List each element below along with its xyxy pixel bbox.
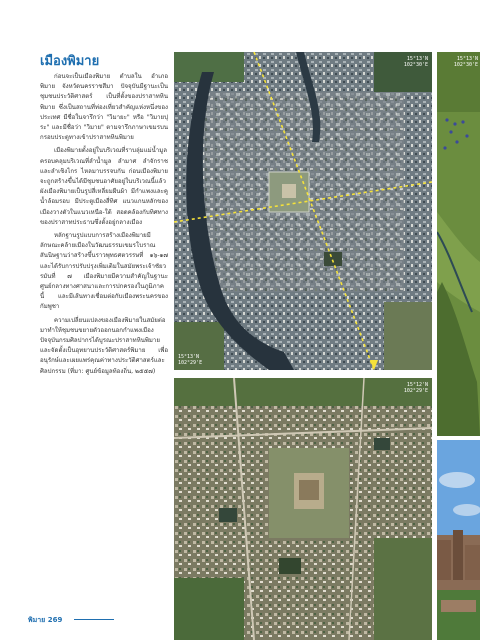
paragraph: ก่อนจะเป็นเมืองพิมาย ตำบลใน อำเภอพิมาย จังหวัดนครราชสีมา ปัจจุบันมีฐานะเป็นชุมชนประวัติศาสตร์ เป็นที่ตั้งของปราสาทหินพิมาย ซึ่งเป็นสถานที่ท่องเที่ยวสำคัญแห่งหนึ่งของประเทศ มีชื่อในจารึกว่า "วิมายะ" หรือ "วิมายปุระ" และมีชื่อว่า "วิมาย" ตามจารึกภาษาเขมรบนกรอบประตูทางเข้าปราสาทหินพิมาย [40, 73, 168, 142]
folio-rule [74, 619, 114, 620]
regional-satellite-strip [437, 52, 480, 436]
paragraph: ความเปลี่ยนแปลงของเมืองพิมายในสมัยต่อมาทำให้ชุมชนขยายตัวออกนอกกำแพงเมือง ปัจจุบันกรมศิลปากรได้บูรณะปราสาทหินพิมายและจัดตั้งเป็นอุทยานประวัติศาสตร์พิมาย เพื่ออนุรักษ์และเผยแพร่คุณค่าทางประวัติศาสตร์และศิลปกรรม (ที่มา: ศูนย์ข้อมูลท้องถิ่น, ๒๕๕๗) [40, 316, 168, 375]
satellite-image-town [174, 52, 432, 370]
temple-ruins-illustration [437, 440, 480, 640]
section-heading: เมืองพิมาย [40, 54, 100, 69]
satellite-image-closeup [174, 378, 432, 640]
body-text-column [40, 72, 168, 380]
page-folio: พิมาย 269 [28, 616, 63, 624]
paragraph: เมืองพิมายตั้งอยู่ในบริเวณที่ราบลุ่มแม่น้ำมูล ครอบคลุมบริเวณที่ลำน้ำมูล ลำมาศ ลำจักราช และลำเชิงไกร ไหลมาบรรจบกัน ก่อนเมืองพิมายจะถูกสร้างขึ้นได้มีชุมชนอาศัยอยู่ในบริเวณนี้แล้ว ผังเมืองพิมายเป็นรูปสี่เหลี่ยมผืนผ้า มีกำแพงและคูน้ำล้อมรอบ มีประตูเมืองสี่ทิศ แนวแกนหลักของเมืองวางตัวในแนวเหนือ-ใต้ สอดคล้องกับทิศทางของปราสาทประธานซึ่งตั้งอยู่กลางเมือง [40, 147, 168, 226]
satellite-closeup-illustration [174, 378, 432, 640]
temple-ruins-photo [437, 440, 480, 640]
coordinate-label: 15°13'N 102°30'E [403, 56, 428, 68]
regional-map-illustration [437, 52, 480, 436]
coordinate-label: 15°12'N 102°29'E [403, 382, 428, 394]
satellite-town-illustration [174, 52, 432, 370]
paragraph: หลักฐานรูปแบบการสร้างเมืองพิมายมีลักษณะคล้ายเมืองในวัฒนธรรมเขมรโบราณ สันนิษฐานว่าสร้างขึ้นราวพุทธศตวรรษที่ ๑๖-๑๗ และได้รับการปรับปรุงเพิ่มเติมในสมัยพระเจ้าชัยวรมันที่ ๗ เมืองพิมายมีความสำคัญในฐานะศูนย์กลางทางศาสนาและการปกครองในภูมิภาคนี้ และมีเส้นทางเชื่อมต่อกับเมืองพระนครของกัมพูชา [40, 232, 168, 311]
coordinate-label: 15°13'N 102°29'E [178, 354, 203, 366]
coordinate-label: 15°13'N 102°30'E [453, 56, 478, 68]
